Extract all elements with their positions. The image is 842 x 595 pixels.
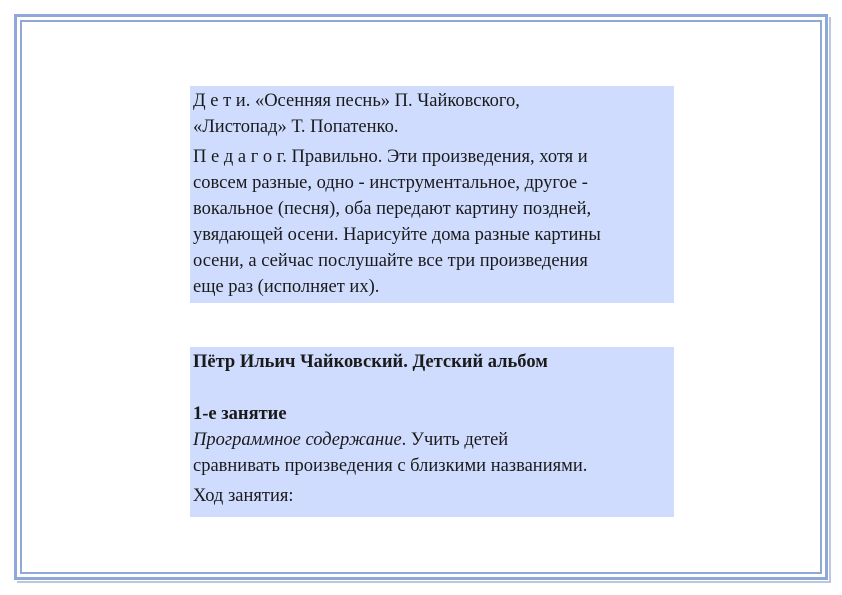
children-reply-line-2: «Листопад» Т. Попатенко. xyxy=(193,117,399,137)
teacher-reply-line: совсем разные, одно - инструментальное, другое - xyxy=(193,173,588,193)
program-content-label: Программное содержание xyxy=(193,430,402,450)
program-content xyxy=(193,427,671,479)
program-content-text-2: сравнивать произведения с близкими названиями. xyxy=(193,456,588,476)
program-content-text-1: . Учить детей xyxy=(401,430,509,450)
teacher-reply xyxy=(193,144,671,300)
teacher-reply-line: осени, а сейчас послушайте все три произведения xyxy=(193,251,588,271)
children-reply xyxy=(193,88,671,140)
children-reply-line-1: Д е т и. «Осенняя песнь» П. Чайковского, xyxy=(193,91,520,111)
lesson-heading: 1-е занятие xyxy=(193,404,287,424)
section-title: Пётр Ильич Чайковский. Детский альбом xyxy=(193,352,548,372)
teacher-reply-line: вокальное (песня), оба передают картину поздней, xyxy=(193,199,592,219)
dialogue-text-block xyxy=(190,86,674,303)
spacer xyxy=(193,375,671,401)
teacher-reply-line: П е д а г о г. Правильно. Эти произведения, хотя и xyxy=(193,147,588,167)
lesson-course: Ход занятия: xyxy=(193,486,294,506)
teacher-reply-line: еще раз (исполняет их). xyxy=(193,277,380,297)
teacher-reply-line: увядающей осени. Нарисуйте дома разные картины xyxy=(193,225,601,245)
lesson-text-block xyxy=(190,347,674,517)
